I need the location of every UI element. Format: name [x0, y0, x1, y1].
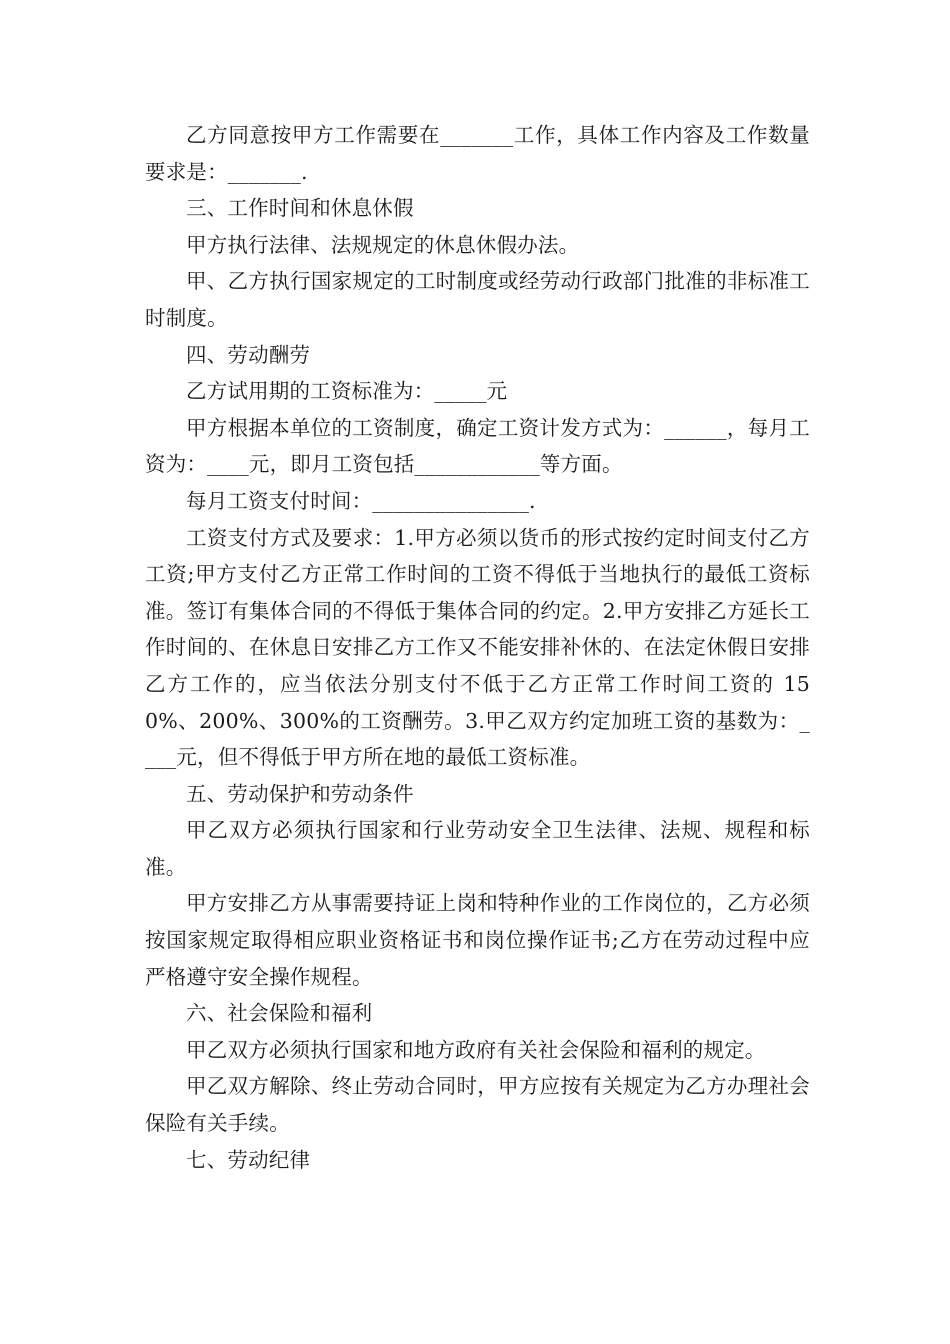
paragraph-termination-insurance: 甲乙双方解除、终止劳动合同时，甲方应按有关规定为乙方办理社会保险有关手续。	[145, 1074, 810, 1136]
paragraph-insurance-rules: 甲乙双方必须执行国家和地方政府有关社会保险和福利的规定。	[186, 1037, 766, 1062]
paragraph-certification: 甲方安排乙方从事需要持证上岗和特种作业的工作岗位的，乙方必须按国家规定取得相应职业资格证书和岗位操作证书;乙方在劳动过程中应严格遵守安全操作规程。	[145, 891, 810, 989]
paragraph-wage-method: 甲方根据本单位的工资制度，确定工资计发方式为：______，每月工资为：____元，即月工资包括____________等方面。	[145, 415, 810, 477]
paragraph-payment-requirements: 工资支付方式及要求：1.甲方必须以货币的形式按约定时间支付乙方工资;甲方支付乙方正常工作时间的工资不得低于当地执行的最低工资标准。签订有集体合同的不得低于集体合同的约定。2.甲方安排乙方延长工作时间的、在休息日安排乙方工作又不能安排补休的、在法定休假日安排乙方工作的，应当依法分别支付不低于乙方正常工作时间工资的 150%、200%、300%的工资酬劳。3.甲乙双方约定加班工资的基数为：____元，但不得低于甲方所在地的最低工资标准。	[145, 525, 810, 770]
paragraph-pay-date: 每月工资支付时间：_______________.	[186, 488, 536, 513]
section-heading-labor-discipline: 七、劳动纪律	[186, 1147, 311, 1172]
paragraph-work-location: 乙方同意按甲方工作需要在_______工作，具体工作内容及工作数量要求是：_______.	[145, 123, 810, 184]
paragraph-rest-holiday: 甲方执行法律、法规规定的休息休假办法。	[186, 232, 580, 257]
section-heading-social-insurance: 六、社会保险和福利	[186, 1001, 373, 1026]
paragraph-probation-wage: 乙方试用期的工资标准为：_____元	[186, 379, 508, 404]
section-heading-labor-protection: 五、劳动保护和劳动条件	[186, 781, 414, 806]
section-heading-working-hours: 三、工作时间和休息休假	[186, 196, 414, 221]
paragraph-safety-laws: 甲乙双方必须执行国家和行业劳动安全卫生法律、法规、规程和标准。	[145, 818, 810, 879]
paragraph-working-hour-system: 甲、乙方执行国家规定的工时制度或经劳动行政部门批准的非标准工时制度。	[145, 269, 810, 330]
section-heading-remuneration: 四、劳动酬劳	[186, 342, 311, 367]
document-body	[145, 117, 810, 1178]
